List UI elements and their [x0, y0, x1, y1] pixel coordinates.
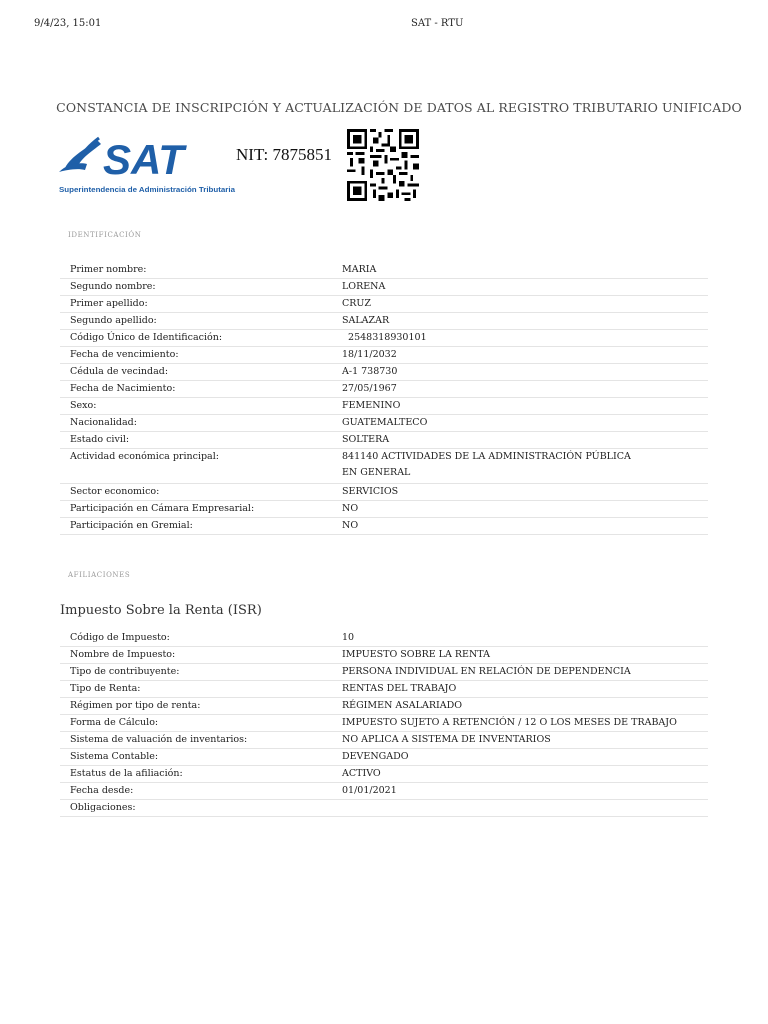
- field-value-line: LORENA: [342, 281, 386, 292]
- field-row: [60, 449, 708, 484]
- field-value: [340, 262, 708, 279]
- field-value-line: IMPUESTO SUJETO A RETENCIÓN / 12 O LOS MESES DE TRABAJO: [342, 717, 677, 728]
- field-row: [60, 698, 708, 715]
- field-label: Régimen por tipo de renta:: [60, 698, 340, 715]
- field-row: [60, 398, 708, 415]
- field-value: [340, 518, 708, 535]
- field-label: Sistema de valuación de inventarios:: [60, 732, 340, 749]
- field-label: Segundo nombre:: [60, 279, 340, 296]
- identificacion-table: [60, 262, 708, 535]
- field-row: [60, 296, 708, 313]
- field-value-line: GUATEMALTECO: [342, 417, 428, 428]
- field-row: [60, 518, 708, 535]
- field-row: [60, 630, 708, 647]
- field-value-line: NO: [342, 520, 359, 531]
- field-label: Código de Impuesto:: [60, 630, 340, 647]
- field-row: [60, 381, 708, 398]
- field-value-line: SOLTERA: [342, 434, 390, 445]
- field-value-line: MARIA: [342, 264, 377, 275]
- field-value: [340, 449, 708, 484]
- field-row: [60, 313, 708, 330]
- field-value: [340, 279, 708, 296]
- field-value: [340, 415, 708, 432]
- field-label: Participación en Cámara Empresarial:: [60, 501, 340, 518]
- logo-subtitle: Superintendencia de Administración Tributaria: [59, 187, 236, 194]
- qr-code: [347, 128, 419, 202]
- field-label: Código Único de Identificación:: [60, 330, 340, 347]
- field-label: Primer nombre:: [60, 262, 340, 279]
- field-label: Segundo apellido:: [60, 313, 340, 330]
- field-value: [340, 732, 708, 749]
- afiliaciones-table: [60, 630, 708, 817]
- field-value-line: EN GENERAL: [342, 467, 411, 478]
- field-value: [340, 313, 708, 330]
- field-row: [60, 681, 708, 698]
- field-row: [60, 800, 708, 817]
- field-value-line: 10: [342, 632, 355, 643]
- field-value: [340, 330, 708, 347]
- field-row: [60, 647, 708, 664]
- field-value-line: SALAZAR: [342, 315, 390, 326]
- field-value: [340, 664, 708, 681]
- field-row: [60, 415, 708, 432]
- field-value: [340, 800, 708, 817]
- field-row: [60, 484, 708, 501]
- field-label: Forma de Cálculo:: [60, 715, 340, 732]
- field-row: [60, 664, 708, 681]
- field-value-line: 27/05/1967: [342, 383, 397, 394]
- print-date: 9/4/23, 15:01: [34, 18, 102, 29]
- field-label: Tipo de Renta:: [60, 681, 340, 698]
- field-row: [60, 783, 708, 800]
- section-label-identificacion: IDENTIFICACIÓN: [68, 231, 142, 239]
- field-value-line: CRUZ: [342, 298, 372, 309]
- field-row: [60, 732, 708, 749]
- field-value: [340, 783, 708, 800]
- field-value-line: NO APLICA A SISTEMA DE INVENTARIOS: [342, 734, 551, 745]
- field-label: Fecha desde:: [60, 783, 340, 800]
- field-value-line: IMPUESTO SOBRE LA RENTA: [342, 649, 490, 660]
- field-label: Sector economico:: [60, 484, 340, 501]
- field-label: Tipo de contribuyente:: [60, 664, 340, 681]
- field-value: [340, 432, 708, 449]
- document-title: CONSTANCIA DE INSCRIPCIÓN Y ACTUALIZACIÓN DE DATOS AL REGISTRO TRIBUTARIO UNIFICADO: [56, 100, 742, 115]
- field-value: [340, 501, 708, 518]
- field-value-line: PERSONA INDIVIDUAL EN RELACIÓN DE DEPENDENCIA: [342, 666, 631, 677]
- field-row: [60, 347, 708, 364]
- field-row: [60, 330, 708, 347]
- field-value: [340, 484, 708, 501]
- field-row: [60, 432, 708, 449]
- print-title: SAT - RTU: [411, 18, 464, 29]
- field-value-line: ACTIVO: [342, 768, 381, 779]
- nit-number: NIT: 7875851: [236, 145, 332, 164]
- field-label: Obligaciones:: [60, 800, 340, 817]
- field-row: [60, 766, 708, 783]
- field-value: [340, 381, 708, 398]
- sat-logo: [57, 130, 237, 196]
- field-row: [60, 364, 708, 381]
- logo-text: SAT: [103, 136, 184, 183]
- field-value: [340, 296, 708, 313]
- field-value-line: 841140 ACTIVIDADES DE LA ADMINISTRACIÓN PÚBLICA: [342, 451, 631, 462]
- field-label: Estatus de la afiliación:: [60, 766, 340, 783]
- field-label: Sexo:: [60, 398, 340, 415]
- field-value: [340, 630, 708, 647]
- field-value: [340, 715, 708, 732]
- field-row: [60, 715, 708, 732]
- field-row: [60, 749, 708, 766]
- field-value-line: FEMENINO: [342, 400, 401, 411]
- field-label: Estado civil:: [60, 432, 340, 449]
- field-value: [340, 364, 708, 381]
- field-label: Participación en Gremial:: [60, 518, 340, 535]
- isr-section-title: Impuesto Sobre la Renta (ISR): [60, 603, 262, 618]
- field-value: [340, 766, 708, 783]
- field-value: [340, 647, 708, 664]
- field-value-line: A-1 738730: [342, 366, 398, 377]
- field-label: Primer apellido:: [60, 296, 340, 313]
- field-value: [340, 347, 708, 364]
- field-value: [340, 749, 708, 766]
- field-row: [60, 262, 708, 279]
- field-value-line: SERVICIOS: [342, 486, 399, 497]
- field-label: Nombre de Impuesto:: [60, 647, 340, 664]
- field-row: [60, 279, 708, 296]
- field-label: Fecha de Nacimiento:: [60, 381, 340, 398]
- field-label: Nacionalidad:: [60, 415, 340, 432]
- field-value-line: RÉGIMEN ASALARIADO: [342, 700, 462, 711]
- field-value-line: NO: [342, 503, 359, 514]
- field-label: Fecha de vencimiento:: [60, 347, 340, 364]
- field-value-line: 01/01/2021: [342, 785, 397, 796]
- field-value-line: 18/11/2032: [342, 349, 397, 360]
- field-value-line: DEVENGADO: [342, 751, 409, 762]
- field-value-line: 2548318930101: [342, 332, 427, 343]
- field-value-line: RENTAS DEL TRABAJO: [342, 683, 457, 694]
- field-label: Sistema Contable:: [60, 749, 340, 766]
- field-value: [340, 698, 708, 715]
- field-row: [60, 501, 708, 518]
- field-value: [340, 398, 708, 415]
- field-value: [340, 681, 708, 698]
- section-label-afiliaciones: AFILIACIONES: [68, 571, 131, 579]
- field-label: Cédula de vecindad:: [60, 364, 340, 381]
- field-label: Actividad económica principal:: [60, 449, 340, 484]
